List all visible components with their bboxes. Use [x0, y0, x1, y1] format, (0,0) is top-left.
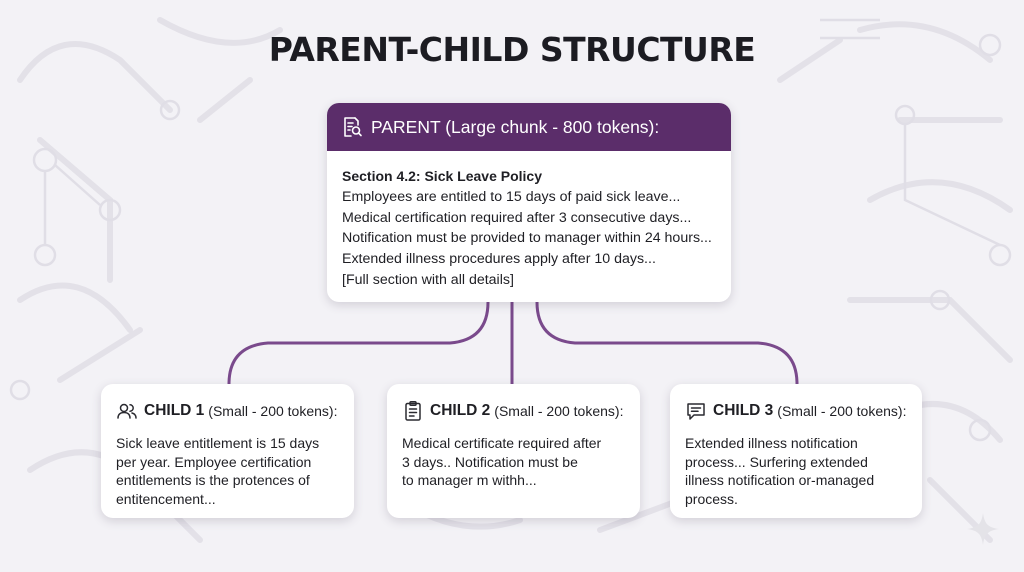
- parent-line: Employees are entitled to 15 days of paid sick leave...: [342, 188, 681, 205]
- child-1-header: [101, 384, 354, 422]
- clipboard-icon: [402, 400, 424, 422]
- child-2-line: to manager m withh...: [402, 472, 537, 488]
- chat-bubble-icon: [685, 400, 707, 422]
- child-2-body: [387, 422, 640, 490]
- child-3-header: [670, 384, 922, 422]
- child-3-body: [670, 422, 922, 508]
- child-3-line: Extended illness notification: [685, 435, 858, 451]
- child-2-size: (Small - 200 tokens):: [494, 403, 624, 419]
- child-2-name: CHILD 2: [430, 402, 491, 419]
- child-2-card: [387, 384, 640, 518]
- parent-body: [327, 151, 731, 291]
- page-title: PARENT-CHILD STRUCTURE: [268, 30, 756, 69]
- parent-chunk-card: [327, 103, 731, 302]
- parent-line: Extended illness procedures apply after 10 days...: [342, 251, 656, 268]
- child-3-line: illness notification or-managed: [685, 472, 875, 488]
- child-1-line: Sick leave entitlement is 15 days: [116, 435, 320, 451]
- child-3-size: (Small - 200 tokens):: [777, 403, 907, 419]
- child-1-size: (Small - 200 tokens):: [208, 403, 338, 419]
- parent-line: [Full section with all details]: [342, 271, 514, 288]
- child-1-card: [101, 384, 354, 518]
- child-3-name: CHILD 3: [713, 402, 774, 419]
- child-3-line: process.: [685, 490, 738, 507]
- child-2-header: [387, 384, 640, 422]
- child-1-line: per year. Employee certification: [116, 453, 312, 470]
- child-3-card: [670, 384, 922, 518]
- users-icon: [116, 400, 138, 422]
- child-2-line: 3 days.. Notification must be: [402, 453, 578, 470]
- parent-section-title: Section 4.2: Sick Leave Policy: [342, 168, 542, 184]
- connector-child-1: [229, 302, 488, 384]
- sparkle-icon: [966, 512, 1000, 546]
- child-1-line: entitencement...: [116, 490, 216, 507]
- parent-line: Medical certification required after 3 consecutive days...: [342, 209, 692, 226]
- child-1-body: [101, 422, 354, 508]
- parent-header: [327, 103, 731, 151]
- document-search-icon: [341, 116, 363, 138]
- connector-child-3: [537, 302, 797, 384]
- child-1-line: entitlements is the protences of: [116, 472, 310, 488]
- child-2-line: Medical certificate required after: [402, 435, 602, 451]
- child-1-name: CHILD 1: [144, 402, 205, 419]
- parent-header-label: PARENT (Large chunk - 800 tokens):: [371, 116, 660, 137]
- parent-line: Notification must be provided to manager within 24 hours...: [342, 230, 712, 247]
- child-3-line: process... Surfering extended: [685, 453, 868, 470]
